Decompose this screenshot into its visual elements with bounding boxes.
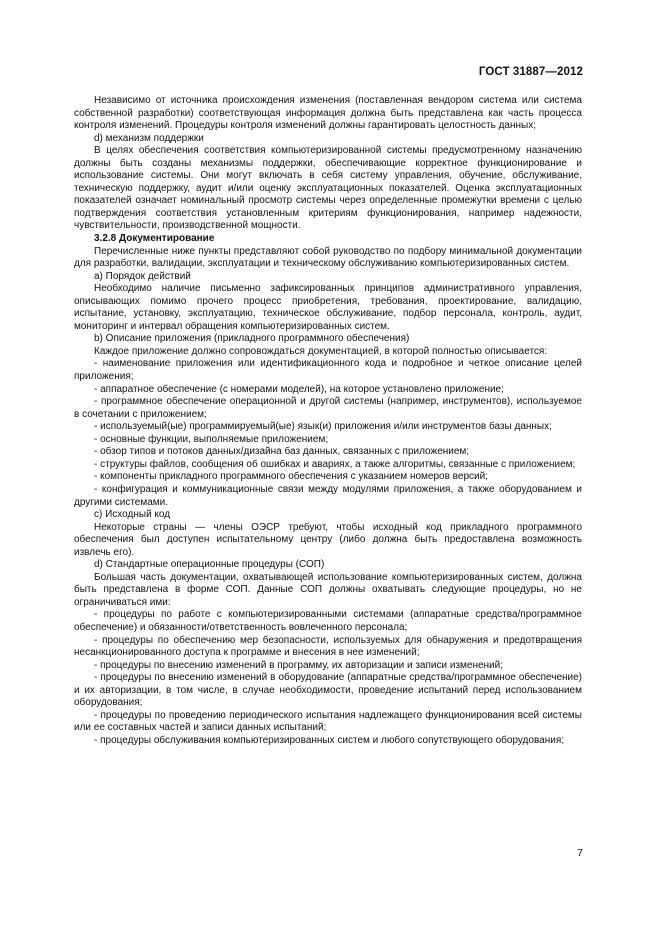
document-header: ГОСТ 31887—2012	[478, 66, 583, 78]
paragraph-support-mechanism: В целях обеспечения соответствия компьютеризированной системы предусмотренному назначению должны быть созданы механизмы поддержки, обеспечивающие корректное функционирование и использование системы. Они могут включать в себя систему управления, обучение, обслуживание, техническую поддержку, аудит и/или оценку эксплуатационных показателей. Оценка эксплуатационных показателей означает номинальный просмотр системы через определенные промежутки времени с целью подтверждения соответствия установленным критериям функционирования, например надежности, чувствительности, производственной мощности.	[74, 145, 582, 232]
paragraph-procedures: Необходимо наличие письменно зафиксированных принципов административного управления, описывающих помимо прочего процесс приобретения, требования, проектирование, валидацию, испытание, установку, эксплуатацию, техническое обслуживание, подбор персонала, контроль, аудит, мониторинг и интервал обращения компьютеризированных систем.	[74, 283, 582, 332]
list-item: - процедуры по внесению изменений в программу, их авторизации и записи изменений;	[94, 659, 503, 671]
paragraph-documentation-intro: Перечисленные ниже пункты представляют собой руководство по подбору минимальной документации для разработки, валидации, эксплуатации и техническому обслуживанию компьютеризированных систем.	[74, 245, 582, 270]
paragraph-change-info: Независимо от источника происхождения изменения (поставленная вендором система или система собственной разработки) соответствующая информация должна быть представлена как часть процесса контроля изменений. Процедуры контроля изменений должны гарантировать целостность данных;	[74, 95, 582, 132]
item-b-application-description: b) Описание приложения (прикладного программного обеспечения)	[94, 333, 410, 345]
document-body	[74, 95, 582, 747]
list-item: - компоненты прикладного программного обеспечения с указанием номеров версий;	[94, 471, 488, 483]
list-item: - наименование приложения или идентификационного кода и подробное и четкое описание целей приложения;	[74, 358, 582, 383]
list-item: - используемый(ые) программируемый(ые) язык(и) приложения и/или инструментов базы данных;	[94, 421, 552, 433]
list-item: - процедуры по обеспечению мер безопасности, используемых для обнаружения и предотвращения несанкционированного доступа к программе и внесения в нее изменений;	[74, 634, 582, 659]
item-d-sop: d) Стандартные операционные процедуры (СОП)	[94, 559, 325, 571]
list-item: - процедуры обслуживания компьютеризированных систем и любого сопутствующего оборудования;	[94, 734, 565, 746]
list-item: - аппаратное обеспечение (с номерами моделей), на которое установлено приложение;	[94, 383, 504, 395]
section-heading-documentation: 3.2.8 Документирование	[94, 233, 215, 245]
item-a-procedures: a) Порядок действий	[94, 270, 191, 282]
list-item: - обзор типов и потоков данных/дизайна баз данных, связанных с приложением;	[94, 446, 470, 458]
item-d-support-mechanism: d) механизм поддержки	[94, 132, 204, 144]
paragraph-source-code: Некоторые страны — члены ОЭСР требуют, чтобы исходный код прикладного программного обеспечения был доступен испытательному центру (либо должна быть предоставлена возможность извлечь его).	[74, 521, 582, 558]
list-item: - конфигурация и коммуникационные связи между модулями приложения, а также оборудованием и другими системами.	[74, 483, 582, 508]
paragraph-sop: Большая часть документации, охватывающей использование компьютеризированных систем, должна быть представлена в форме СОП. Данные СОП должны охватывать следующие процедуры, но не ограничиваться ими:	[74, 571, 582, 608]
paragraph-application-docs: Каждое приложение должно сопровождаться документацией, в которой полностью описывается:	[94, 345, 548, 357]
list-item: - процедуры по работе с компьютеризированными системами (аппаратные средства/программное обеспечение) и обязанности/ответственность вовлеченного персонала;	[74, 609, 582, 633]
item-c-source-code: c) Исходный код	[94, 509, 171, 521]
list-item: - структуры файлов, сообщения об ошибках и авариях, а также алгоритмы, связанные с приложением;	[94, 458, 576, 470]
list-item: - программное обеспечение операционной и другой системы (например, инструментов), используемое в сочетании с приложением;	[74, 396, 582, 420]
page-number: 7	[577, 847, 583, 859]
list-item: - процедуры по внесению изменений в оборудование (аппаратные средства/программное обеспечение) и их авторизации, в том числе, в случае необходимости, проведение испытаний перед использованием оборудования;	[74, 672, 582, 709]
list-item: - основные функции, выполняемые приложением;	[94, 433, 329, 445]
list-item: - процедуры по проведению периодического испытания надлежащего функционирования всей системы или ее составных частей и записи данных испытаний;	[74, 709, 582, 734]
